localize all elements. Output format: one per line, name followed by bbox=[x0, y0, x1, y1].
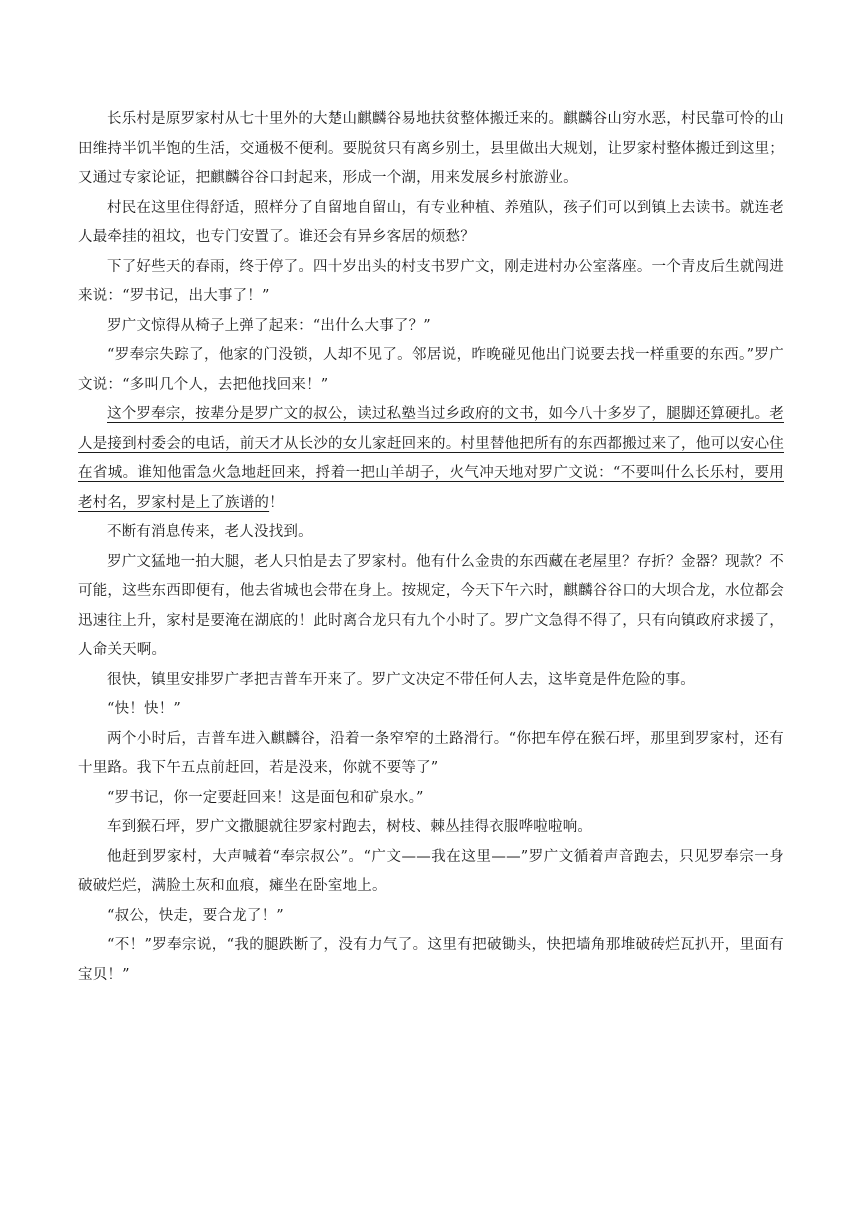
paragraph-text: 罗广文惊得从椅子上弹了起来：“出什么大事了？” bbox=[107, 317, 431, 334]
paragraph-7 bbox=[78, 518, 784, 548]
paragraph-10 bbox=[78, 695, 784, 725]
underlined-text: 这个罗奉宗，按辈分是罗广文的叔公，读过私塾当过乡政府的文书，如今八十多岁了，腿脚还算硬扎。老人是接到村委会的电话，前天才从长沙的女儿家赶回来的。村里替他把所有的东西都搬过来了，他可以安心住在省城。谁知他雷急火急地赶回来，捋着一把山羊胡子，火气冲天地对罗广文说：“不要叫什么长乐村，要用老村名，罗家村是上了族谱的 bbox=[78, 406, 784, 511]
paragraph-9 bbox=[78, 666, 784, 696]
paragraph-15 bbox=[78, 902, 784, 932]
paragraph-text: “罗奉宗失踪了，他家的门没锁，人却不见了。邻居说，昨晚碰见他出门说要去找一样重要的东西。”罗广文说：“多叫几个人，去把他找回来！” bbox=[78, 347, 784, 393]
paragraph-text: 很快，镇里安排罗广孝把吉普车开来了。罗广文决定不带任何人去，这毕竟是件危险的事。 bbox=[107, 671, 695, 688]
article-body bbox=[78, 105, 784, 990]
paragraph-5 bbox=[78, 341, 784, 400]
paragraph-13 bbox=[78, 813, 784, 843]
paragraph-text: 村民在这里住得舒适，照样分了自留地自留山，有专业种植、养殖队，孩子们可以到镇上去读书。就连老人最牵挂的祖坟，也专门安置了。谁还会有异乡客居的烦愁？ bbox=[78, 199, 784, 245]
paragraph-12 bbox=[78, 784, 784, 814]
paragraph-3 bbox=[78, 253, 784, 312]
paragraph-text: 罗广文猛地一拍大腿，老人只怕是去了罗家村。他有什么金贵的东西藏在老屋里？存折？金器？现款？不可能，这些东西即便有，他去省城也会带在身上。按规定，今天下午六时，麒麟谷谷口的大坝合龙，水位都会迅速往上升，家村是要淹在湖底的！此时离合龙只有九个小时了。罗广文急得不得了，只有向镇政府求援了，人命关天啊。 bbox=[78, 553, 784, 658]
paragraph-text: 两个小时后，吉普车进入麒麟谷，沿着一条窄窄的土路滑行。“你把车停在猴石坪，那里到罗家村，还有十里路。我下午五点前赶回，若是没来，你就不要等了” bbox=[78, 730, 784, 776]
paragraph-text: “快！快！” bbox=[107, 701, 182, 717]
paragraph-2 bbox=[78, 194, 784, 253]
paragraph-16 bbox=[78, 931, 784, 990]
paragraph-text: 他赶到罗家村，大声喊着“奉宗叔公”。“广文——我在这里——”罗广文循着声音跑去，只见罗奉宗一身破破烂烂，满脸土灰和血痕，瘫坐在卧室地上。 bbox=[78, 848, 784, 894]
paragraph-text: “罗书记，你一定要赶回来！这是面包和矿泉水。” bbox=[107, 789, 424, 806]
paragraph-4 bbox=[78, 312, 784, 342]
paragraph-8 bbox=[78, 548, 784, 666]
paragraph-text: “叔公，快走，要合龙了！” bbox=[107, 907, 284, 924]
paragraph-14 bbox=[78, 843, 784, 902]
paragraph-text: “不！”罗奉宗说，“我的腿跌断了，没有力气了。这里有把破锄头，快把墙角那堆破砖烂瓦扒开，里面有宝贝！” bbox=[78, 937, 784, 983]
paragraph-text: 不断有消息传来，老人没找到。 bbox=[107, 524, 313, 540]
paragraph-11 bbox=[78, 725, 784, 784]
paragraph-text: 长乐村是原罗家村从七十里外的大楚山麒麟谷易地扶贫整体搬迁来的。麒麟谷山穷水恶，村民靠可怜的山田维持半饥半饱的生活，交通极不便利。要脱贫只有离乡别土，县里做出大规划，让罗家村整体搬迁到这里；又通过专家论证，把麒麟谷谷口封起来，形成一个湖，用来发展乡村旅游业。 bbox=[78, 111, 784, 186]
paragraph-1 bbox=[78, 105, 784, 194]
paragraph-tail: ！ bbox=[269, 494, 284, 511]
paragraph-text: 车到猴石坪，罗广文撒腿就往罗家村跑去，树枝、棘丛挂得衣服哗啦啦响。 bbox=[107, 819, 593, 835]
paragraph-text: 下了好些天的春雨，终于停了。四十岁出头的村支书罗广文，刚走进村办公室落座。一个青皮后生就闯进来说：“罗书记，出大事了！” bbox=[78, 258, 784, 304]
paragraph-6-underlined-passage bbox=[78, 400, 784, 518]
